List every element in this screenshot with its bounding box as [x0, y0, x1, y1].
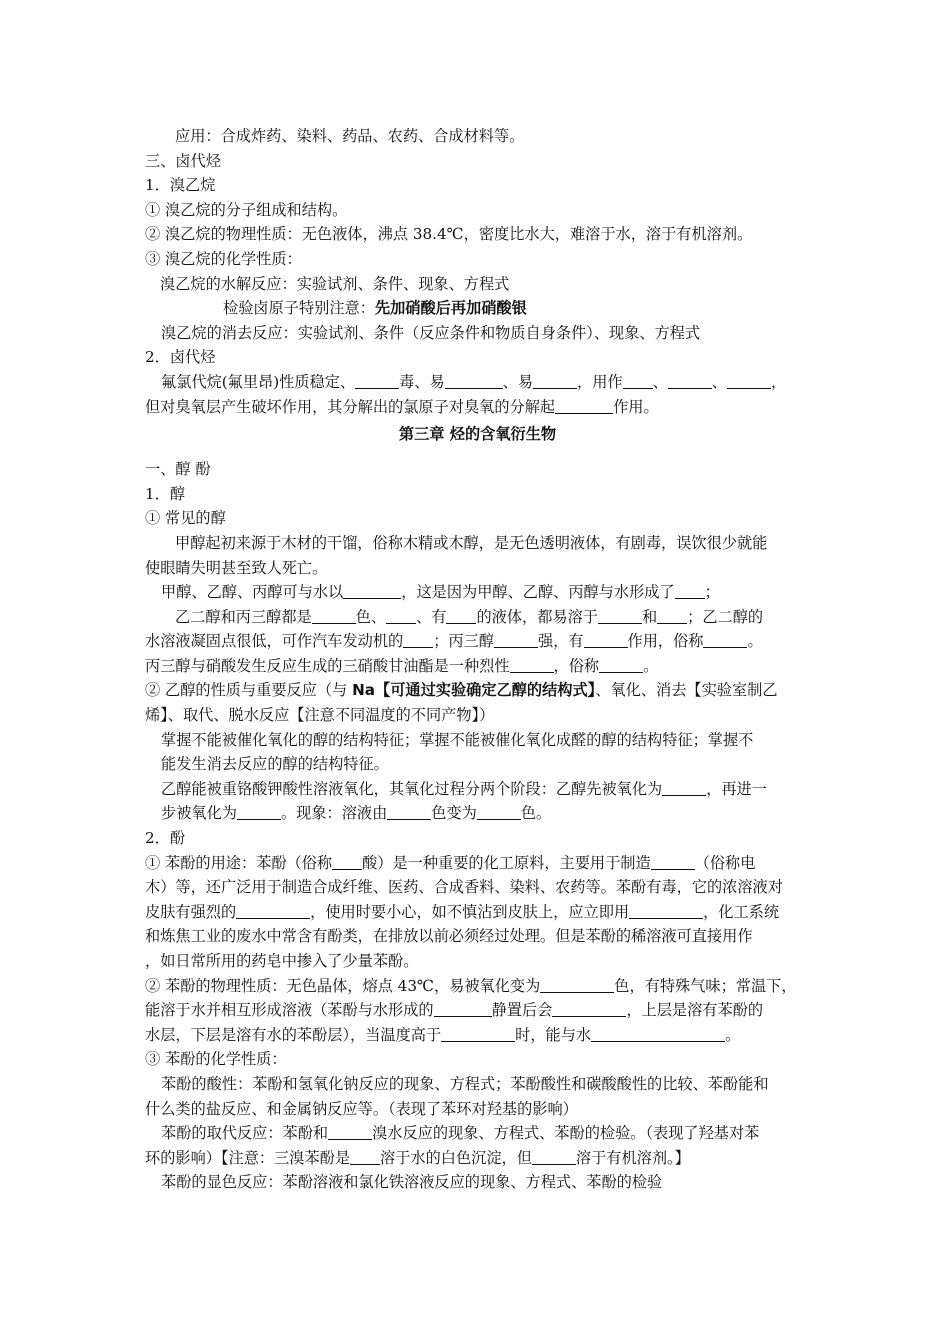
fill-blank — [540, 977, 614, 993]
text-line: ① 常见的醇 — [145, 509, 226, 528]
fill-blank — [446, 608, 476, 624]
text-line: 氟氯代烷(氟里昂)性质稳定、 毒、易 、易 ，用作 、 、 ， — [161, 372, 787, 391]
fill-blank — [675, 583, 705, 599]
subsection-heading: 1．溴乙烷 — [145, 176, 216, 195]
fill-blank — [494, 632, 538, 648]
fill-blank — [445, 373, 503, 389]
text-line: ② 乙醇的性质与重要反应（与 Na【可通过实验确定乙醇的结构式】、氧化、消去【实验室制乙 — [145, 681, 778, 700]
text-line: 但对臭氧层产生破坏作用，其分解出的氯原子对臭氧的分解起 作用。 — [145, 397, 659, 416]
fill-blank — [237, 804, 281, 820]
fill-blank — [599, 657, 643, 673]
emphasis-text: 先加硝酸后再加硝酸银 — [374, 299, 527, 318]
fill-blank — [403, 632, 433, 648]
text-line: 溴乙烷的水解反应：实验试剂、条件、现象、方程式 — [160, 274, 510, 293]
text-line: 苯酚的酸性：苯酚和氢氧化钠反应的现象、方程式；苯酚酸性和碳酸酸性的比较、苯酚能和 — [161, 1074, 769, 1093]
text-line: 苯酚的取代反应：苯酚和 溴水反应的现象、方程式、苯酚的检验。（表现了羟基对苯 — [161, 1124, 760, 1143]
fill-blank — [236, 903, 310, 919]
fill-blank — [727, 373, 771, 389]
section-heading: 一、醇 酚 — [145, 460, 211, 479]
fill-blank — [668, 373, 712, 389]
text-line: 水层，下层是溶有水的苯酚层），当温度高于 时，能与水 。 — [145, 1025, 741, 1044]
text-line: ③ 溴乙烷的化学性质： — [145, 249, 302, 268]
fill-blank — [355, 373, 399, 389]
text-line: 皮肤有强烈的 ，使用时要小心，如不慎沾到皮肤上，应立即用 ，化工系统 — [145, 902, 779, 921]
text-line: 应用：合成炸药、染料、药品、农药、合成材料等。 — [175, 127, 525, 145]
text-line: ① 苯酚的用途：苯酚（俗称 酸）是一种重要的化工原料，主要用于制造 （俗称电 — [145, 853, 756, 872]
text-line: 苯酚的显色反应：苯酚溶液和氯化铁溶液反应的现象、方程式、苯酚的检验 — [161, 1173, 663, 1192]
fill-blank — [662, 780, 706, 796]
fill-blank — [623, 373, 653, 389]
fill-blank — [328, 1124, 372, 1140]
text-line: 什么类的盐反应、和金属钠反应等。（表现了苯环对羟基的影响） — [145, 1099, 578, 1118]
text-line: 乙二醇和丙三醇都是 色、 、有 的液体，都易溶于 和 ；乙二醇的 — [175, 607, 764, 626]
text-line: 能发生消去反应的醇的结构特征。 — [161, 755, 389, 774]
section-heading: 三、卤代烃 — [145, 151, 221, 170]
text-line: 甲醇起初来源于木材的干馏，俗称木精或木醇，是无色透明液体，有剧毒，误饮很少就能 — [175, 533, 768, 552]
text-line: 乙醇能被重铬酸钾酸性溶液氧化，其氧化过程分两个阶段：乙醇先被氧化为 ，再进一 — [161, 779, 767, 798]
text-line: 和炼焦工业的废水中常含有酚类，在排放以前必须经过处理。但是苯酚的稀溶液可直接用作 — [145, 927, 753, 946]
fill-blank — [629, 903, 703, 919]
text-line: 步被氧化为 。现象：溶液由 色变为 色。 — [161, 804, 552, 823]
fill-blank — [477, 804, 521, 820]
fill-blank — [343, 583, 401, 599]
fill-blank — [598, 608, 642, 624]
fill-blank — [703, 632, 747, 648]
fill-blank — [386, 608, 416, 624]
text-line: 甲醇、乙醇、丙醇可与水以 ，这是因为甲醇、乙醇、丙醇与水形成了 ； — [161, 583, 720, 602]
fill-blank — [332, 854, 362, 870]
text-line: 木）等，还广泛用于制造合成纤维、医药、合成香料、染料、农药等。苯酚有毒，它的浓溶液对 — [145, 878, 783, 897]
fill-blank — [350, 1149, 380, 1165]
text-line: 环的影响）【注意：三溴苯酚是 溶于水的白色沉淀，但 溶于有机溶剂。】 — [145, 1148, 690, 1167]
fill-blank — [657, 608, 687, 624]
fill-blank — [552, 1001, 626, 1017]
subsection-heading: 2．酚 — [145, 829, 186, 848]
fill-blank — [441, 1026, 515, 1042]
fill-blank — [533, 373, 577, 389]
fill-blank — [434, 1001, 492, 1017]
text-line: ，如日常所用的药皂中掺入了少量苯酚。 — [145, 952, 419, 970]
document-page — [145, 124, 810, 1195]
emphasis-text: Na【可通过实验确定乙醇的结构式】 — [352, 681, 596, 700]
text-line: 溴乙烷的消去反应：实验试剂、条件（反应条件和物质自身条件）、现象、方程式 — [161, 323, 701, 342]
fill-blank — [555, 398, 613, 414]
text-line: 掌握不能被催化氧化的醇的结构特征；掌握不能被催化氧化成醛的醇的结构特征；掌握不 — [161, 730, 754, 749]
text-line: ③ 苯酚的化学性质： — [145, 1050, 287, 1069]
fill-blank — [591, 1026, 725, 1042]
text-line: 烯】、取代、脱水反应【注意不同温度的不同产物】） — [145, 706, 495, 725]
fill-blank — [532, 1149, 576, 1165]
subsection-heading: 2．卤代烃 — [145, 348, 216, 367]
text-line: ② 溴乙烷的物理性质：无色液体，沸点 38.4℃，密度比水大，难溶于水，溶于有机溶剂。 — [145, 225, 753, 244]
text-line: ② 苯酚的物理性质：无色晶体，熔点 43℃，易被氧化变为 色，有特殊气味；常温下， — [145, 976, 797, 995]
fill-blank — [584, 632, 628, 648]
text-line: ① 溴乙烷的分子组成和结构。 — [145, 200, 348, 219]
text-line: 能溶于水并相互形成溶液（苯酚与水形成的 静置后会 ，上层是溶有苯酚的 — [145, 1001, 763, 1020]
text-line: 检验卤原子特别注意：先加硝酸后再加硝酸银 — [223, 299, 527, 318]
text-line: 水溶液凝固点很低，可作汽车发动机的 ；丙三醇 强，有 作用，俗称 。 — [145, 632, 763, 651]
text-line: 丙三醇与硝酸发生反应生成的三硝酸甘油酯是一种烈性 ，俗称 。 — [145, 656, 659, 675]
fill-blank — [510, 657, 554, 673]
fill-blank — [387, 804, 431, 820]
fill-blank — [312, 608, 356, 624]
chapter-title: 第三章 烃的含氧衍生物 — [398, 425, 557, 444]
text-line: 使眼睛失明甚至致人死亡。 — [145, 558, 328, 577]
subsection-heading: 1．醇 — [145, 484, 186, 503]
fill-blank — [651, 854, 695, 870]
